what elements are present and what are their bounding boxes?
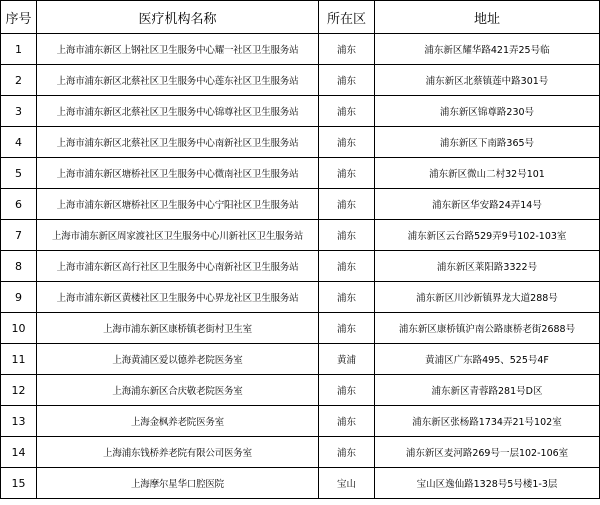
institution-name-cell: 上海浦东钱桥养老院有限公司医务室 — [37, 437, 319, 468]
address-cell: 浦东新区康桥镇沪南公路康桥老街2688号 — [375, 313, 600, 344]
address-cell: 浦东新区麦河路269号一层102-106室 — [375, 437, 600, 468]
district-cell: 浦东 — [319, 437, 375, 468]
address-cell: 浦东新区青蓉路281号D区 — [375, 375, 600, 406]
address-cell: 宝山区逸仙路1328号5号楼1-3层 — [375, 468, 600, 499]
row-index-cell: 8 — [1, 251, 37, 282]
table-row — [1, 220, 600, 251]
row-index-cell: 1 — [1, 34, 37, 65]
row-index-cell: 7 — [1, 220, 37, 251]
address-cell: 浦东新区北蔡镇莲中路301号 — [375, 65, 600, 96]
row-index-cell: 9 — [1, 282, 37, 313]
district-cell: 浦东 — [319, 65, 375, 96]
address-cell: 浦东新区华安路24弄14号 — [375, 189, 600, 220]
district-cell: 浦东 — [319, 406, 375, 437]
institution-name-cell: 上海黄浦区爱以德养老院医务室 — [37, 344, 319, 375]
table-row — [1, 375, 600, 406]
district-cell: 宝山 — [319, 468, 375, 499]
district-cell: 浦东 — [319, 220, 375, 251]
table-header — [1, 1, 600, 34]
institution-name-cell: 上海市浦东新区高行社区卫生服务中心南新社区卫生服务站 — [37, 251, 319, 282]
table-row — [1, 406, 600, 437]
row-index-cell: 12 — [1, 375, 37, 406]
row-index-cell: 2 — [1, 65, 37, 96]
table-body — [1, 34, 600, 499]
row-index-cell: 3 — [1, 96, 37, 127]
address-cell: 浦东新区耀华路421弄25号临 — [375, 34, 600, 65]
table-row — [1, 65, 600, 96]
table-row — [1, 344, 600, 375]
institution-name-cell: 上海市浦东新区北蔡社区卫生服务中心锦尊社区卫生服务站 — [37, 96, 319, 127]
row-index-cell: 11 — [1, 344, 37, 375]
table-row — [1, 127, 600, 158]
header-address: 地址 — [375, 1, 600, 34]
institution-name-cell: 上海市浦东新区上钢社区卫生服务中心耀一社区卫生服务站 — [37, 34, 319, 65]
header-district: 所在区 — [319, 1, 375, 34]
district-cell: 浦东 — [319, 375, 375, 406]
table-row — [1, 34, 600, 65]
district-cell: 浦东 — [319, 251, 375, 282]
institution-name-cell: 上海市浦东新区康桥镇老街村卫生室 — [37, 313, 319, 344]
row-index-cell: 10 — [1, 313, 37, 344]
district-cell: 浦东 — [319, 158, 375, 189]
row-index-cell: 15 — [1, 468, 37, 499]
district-cell: 浦东 — [319, 282, 375, 313]
district-cell: 浦东 — [319, 96, 375, 127]
address-cell: 浦东新区莱阳路3322号 — [375, 251, 600, 282]
institution-name-cell: 上海浦东新区合庆敬老院医务室 — [37, 375, 319, 406]
institution-name-cell: 上海市浦东新区塘桥社区卫生服务中心微南社区卫生服务站 — [37, 158, 319, 189]
row-index-cell: 5 — [1, 158, 37, 189]
header-index: 序号 — [1, 1, 37, 34]
table-row — [1, 437, 600, 468]
address-cell: 黄浦区广东路495、525号4F — [375, 344, 600, 375]
table-row — [1, 468, 600, 499]
address-cell: 浦东新区下南路365号 — [375, 127, 600, 158]
table-row — [1, 251, 600, 282]
institution-name-cell: 上海市浦东新区北蔡社区卫生服务中心南新社区卫生服务站 — [37, 127, 319, 158]
institution-name-cell: 上海市浦东新区北蔡社区卫生服务中心莲东社区卫生服务站 — [37, 65, 319, 96]
table-row — [1, 189, 600, 220]
institution-name-cell: 上海市浦东新区塘桥社区卫生服务中心宁阳社区卫生服务站 — [37, 189, 319, 220]
row-index-cell: 4 — [1, 127, 37, 158]
district-cell: 浦东 — [319, 313, 375, 344]
row-index-cell: 14 — [1, 437, 37, 468]
row-index-cell: 13 — [1, 406, 37, 437]
header-name: 医疗机构名称 — [37, 1, 319, 34]
institution-name-cell: 上海市浦东新区周家渡社区卫生服务中心川新社区卫生服务站 — [37, 220, 319, 251]
table-row — [1, 158, 600, 189]
district-cell: 浦东 — [319, 34, 375, 65]
institution-name-cell: 上海金枫养老院医务室 — [37, 406, 319, 437]
district-cell: 浦东 — [319, 189, 375, 220]
table-row — [1, 313, 600, 344]
address-cell: 浦东新区云台路529弄9号102-103室 — [375, 220, 600, 251]
district-cell: 浦东 — [319, 127, 375, 158]
district-cell: 黄浦 — [319, 344, 375, 375]
institution-name-cell: 上海市浦东新区黄楼社区卫生服务中心界龙社区卫生服务站 — [37, 282, 319, 313]
address-cell: 浦东新区锦尊路230号 — [375, 96, 600, 127]
table-row — [1, 96, 600, 127]
institution-name-cell: 上海摩尔星华口腔医院 — [37, 468, 319, 499]
table-row — [1, 282, 600, 313]
address-cell: 浦东新区张杨路1734弄21号102室 — [375, 406, 600, 437]
header-row — [1, 1, 600, 34]
address-cell: 浦东新区微山二村32号101 — [375, 158, 600, 189]
address-cell: 浦东新区川沙新镇界龙大道288号 — [375, 282, 600, 313]
row-index-cell: 6 — [1, 189, 37, 220]
